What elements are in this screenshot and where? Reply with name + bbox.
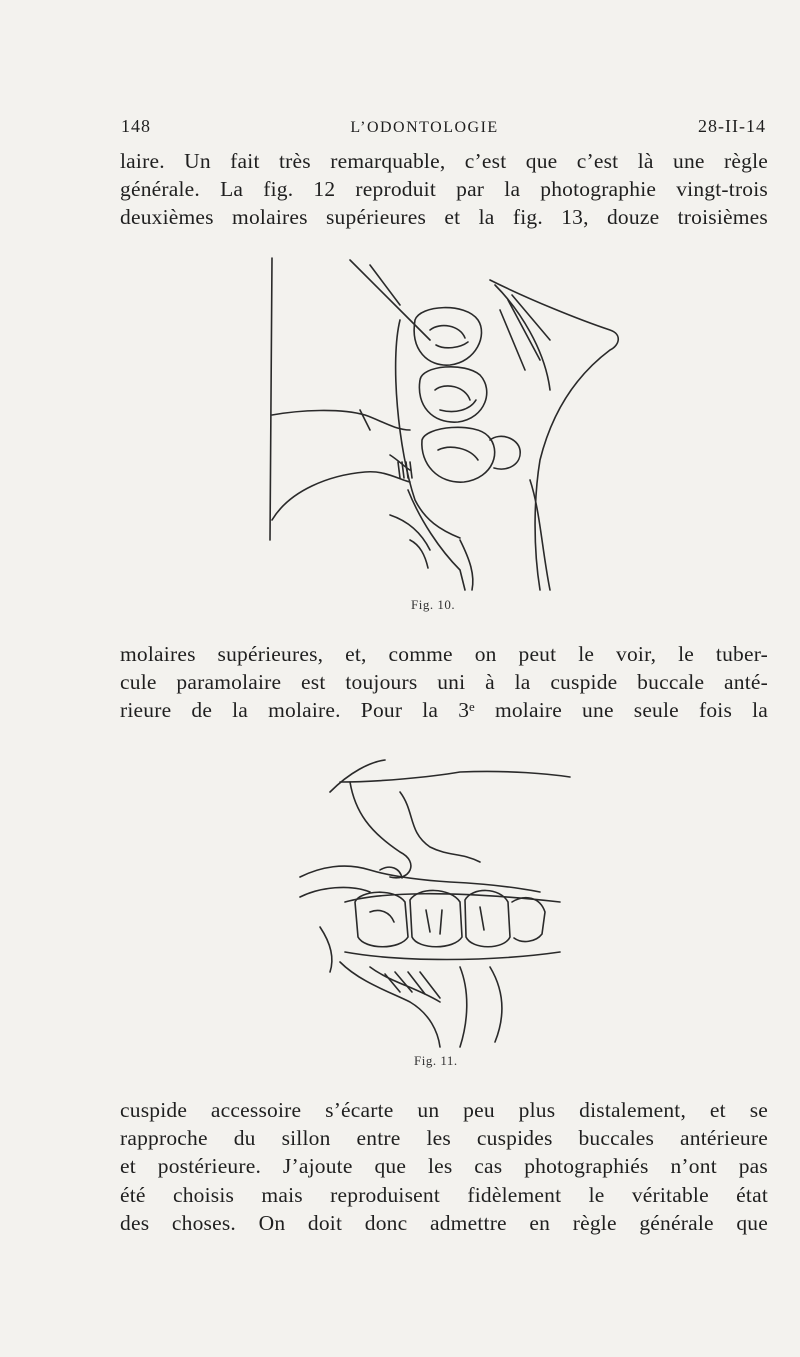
text-line: été choisis mais reproduisent fidèlement le véritable état	[120, 1182, 768, 1207]
paragraph-middle	[120, 640, 768, 725]
figure-11-caption: Fig. 11.	[414, 1053, 458, 1068]
text-line: rieure de la molaire. Pour la 3ᵉ molaire une seule fois la	[120, 698, 768, 723]
text-line: générale. La fig. 12 reproduit par la photographie vingt-trois	[120, 177, 768, 202]
paragraph-top	[120, 147, 768, 232]
figure-11-drawing	[290, 752, 590, 1052]
journal-title: L’ODONTOLOGIE	[350, 119, 499, 136]
figure-10-drawing	[250, 250, 630, 600]
text-line: des choses. On doit donc admettre en règle générale que	[120, 1210, 768, 1235]
text-line: deuxièmes molaires supérieures et la fig. 13, douze troisièmes	[120, 205, 768, 230]
text-line: cule paramolaire est toujours uni à la cuspide buccale anté-	[120, 670, 768, 695]
paragraph-bottom	[120, 1096, 768, 1237]
text-line: molaires supérieures, et, comme on peut le voir, le tuber-	[120, 642, 768, 666]
text-line: laire. Un fait très remarquable, c’est que c’est là une règle	[120, 149, 768, 173]
running-header	[121, 116, 766, 137]
text-line: et postérieure. J’ajoute que les cas photographiés n’ont pas	[120, 1154, 768, 1179]
figure-10-caption: Fig. 10.	[411, 597, 456, 612]
page-number: 148	[121, 116, 151, 136]
text-line: cuspide accessoire s’écarte un peu plus distalement, et se	[120, 1098, 768, 1122]
text-line: rapproche du sillon entre les cuspides buccales antérieure	[120, 1126, 768, 1151]
issue-date: 28-II-14	[698, 116, 766, 136]
